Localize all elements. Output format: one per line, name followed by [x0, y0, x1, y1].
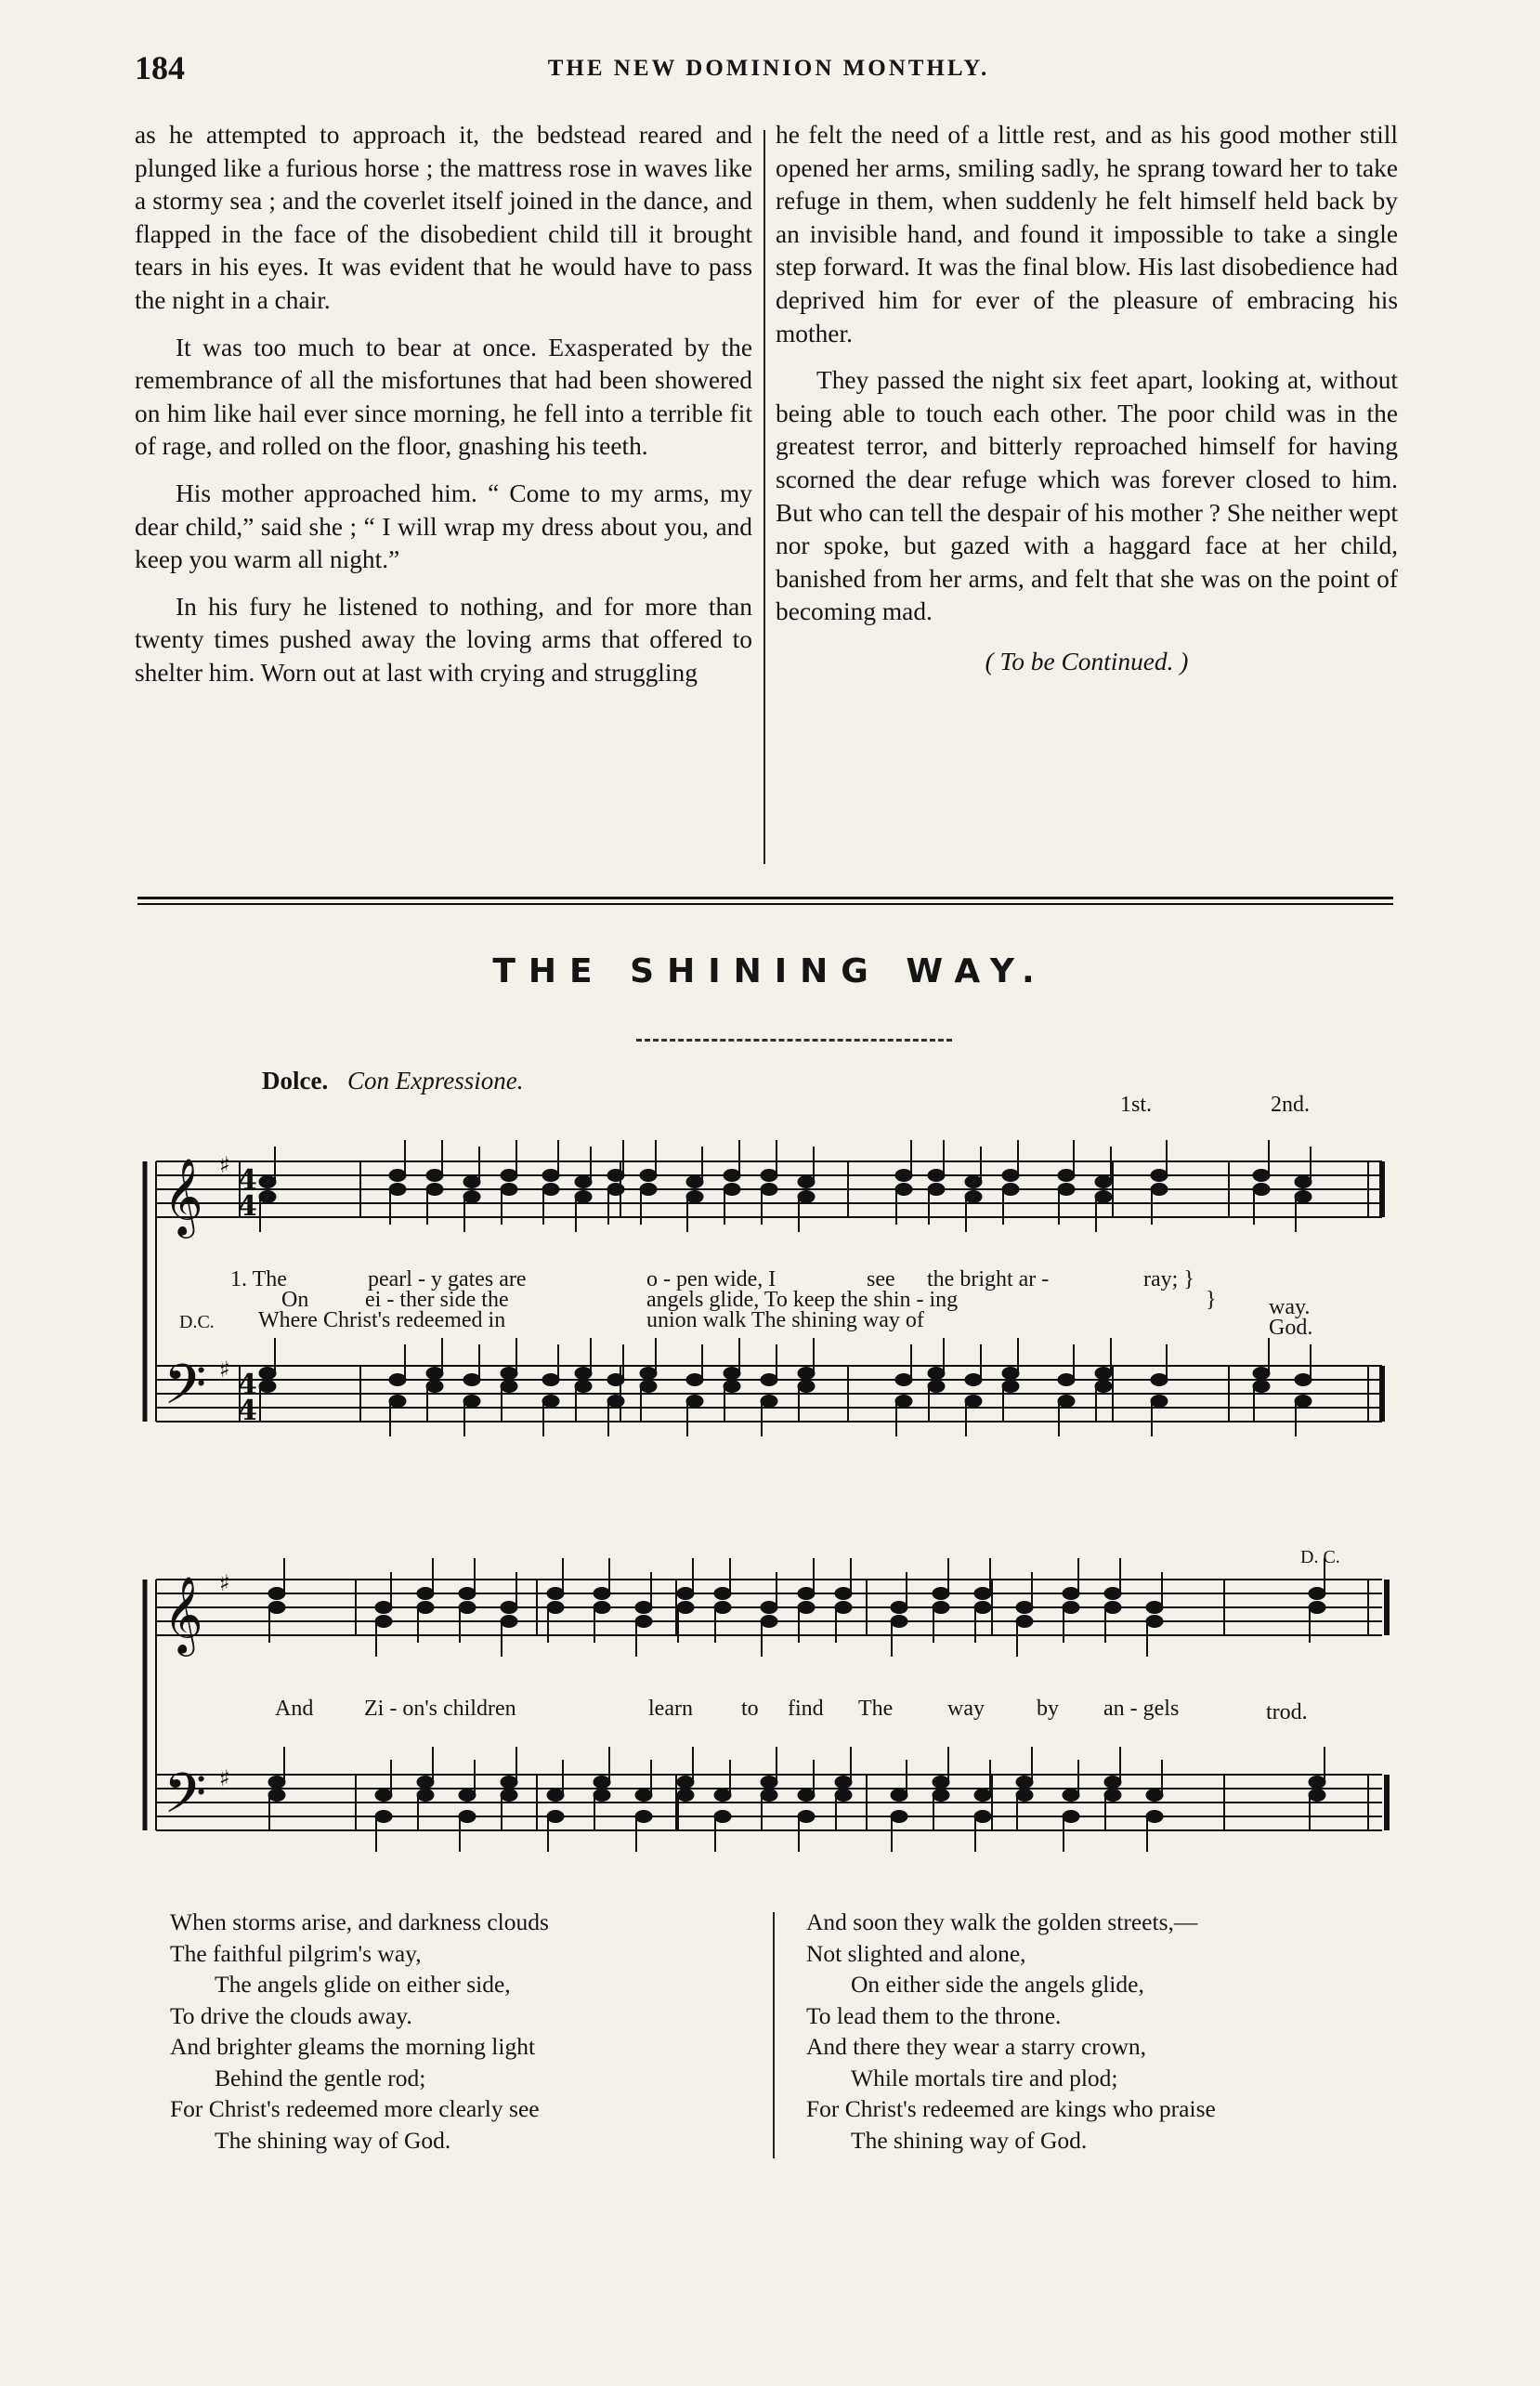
- time-signature: 4: [238, 1369, 257, 1401]
- note-head: [965, 1176, 982, 1188]
- note-head: [761, 1616, 777, 1628]
- verse-line: To drive the clouds away.: [170, 2001, 412, 2029]
- note-head: [417, 1776, 434, 1789]
- note-head: [463, 1396, 480, 1408]
- note-head: [607, 1396, 624, 1408]
- note-head: [1295, 1176, 1312, 1188]
- note-head: [594, 1588, 610, 1600]
- note-head: [1058, 1396, 1075, 1408]
- notes: [259, 1140, 1325, 1852]
- note-head: [1063, 1811, 1079, 1823]
- story-paragraph: His mother approached him. “ Come to my arms, my dear child,” said she ; “ I will wrap my dress about you, and keep you warm all night.”: [135, 479, 752, 574]
- running-head: [135, 48, 1403, 95]
- dc-mark: D. C.: [1300, 1547, 1340, 1567]
- note-head: [891, 1602, 907, 1614]
- verse-line: And brighter gleams the morning light: [170, 2033, 536, 2060]
- note-head: [501, 1381, 517, 1393]
- lyric: D.C.: [179, 1312, 215, 1332]
- note-head: [1309, 1776, 1325, 1789]
- verse-divider: [773, 1912, 775, 2158]
- time-signature: 4: [238, 1164, 257, 1197]
- tempo-expression: Con Expressione.: [346, 1067, 524, 1095]
- note-head: [1002, 1184, 1019, 1196]
- story-left-column: [135, 119, 752, 704]
- lyric: pearl - y gates are: [368, 1267, 527, 1291]
- time-signature: 4: [238, 1190, 257, 1223]
- note-head: [1253, 1381, 1270, 1393]
- note-head: [974, 1602, 991, 1614]
- note-head: [640, 1368, 657, 1380]
- note-head: [1295, 1396, 1312, 1408]
- note-head: [463, 1176, 480, 1188]
- note-head: [1058, 1170, 1075, 1182]
- note-head: [426, 1170, 443, 1182]
- note-head: [933, 1602, 949, 1614]
- clef-icon: 𝄞: [163, 1157, 203, 1235]
- note-head: [459, 1588, 476, 1600]
- note-head: [1309, 1588, 1325, 1600]
- clef-icon: 𝄢: [163, 1352, 207, 1430]
- note-head: [547, 1602, 564, 1614]
- lyric: Zi - on's children: [364, 1697, 516, 1721]
- note-head: [426, 1184, 443, 1196]
- note-head: [724, 1368, 740, 1380]
- note-head: [686, 1191, 703, 1203]
- note-head: [426, 1381, 443, 1393]
- title-underline: [636, 1039, 952, 1042]
- note-head: [1063, 1790, 1079, 1802]
- story-paragraph: as he attempted to approach it, the bedstead reared and plunged like a furious horse ; the mattress rose in waves like a stormy sea ; and the coverlet itself joined in the dance, and flapped in the face of the disobedient child till it brought tears in his eyes. It was evident that he would have to pass the night in a chair.: [135, 121, 752, 314]
- note-head: [1309, 1602, 1325, 1614]
- song-title: THE SHINING WAY.: [492, 952, 1048, 990]
- section-rule-top: [137, 897, 1393, 899]
- note-head: [501, 1790, 517, 1802]
- note-head: [891, 1616, 907, 1628]
- note-head: [575, 1368, 592, 1380]
- note-head: [1146, 1811, 1163, 1823]
- note-head: [463, 1191, 480, 1203]
- note-head: [259, 1368, 276, 1380]
- note-head: [501, 1602, 517, 1614]
- note-head: [895, 1184, 912, 1196]
- note-head: [1104, 1790, 1121, 1802]
- note-head: [686, 1396, 703, 1408]
- note-head: [1063, 1602, 1079, 1614]
- clefs: [163, 1152, 257, 1839]
- note-head: [895, 1170, 912, 1182]
- note-head: [542, 1374, 559, 1386]
- note-head: [761, 1396, 777, 1408]
- note-head: [798, 1176, 815, 1188]
- note-head: [965, 1374, 982, 1386]
- verse-line: And there they wear a starry crown,: [806, 2033, 1147, 2060]
- note-head: [895, 1374, 912, 1386]
- note-head: [375, 1602, 392, 1614]
- note-head: [686, 1176, 703, 1188]
- note-head: [459, 1790, 476, 1802]
- note-head: [1151, 1396, 1168, 1408]
- to-be-continued: ( To be Continued. ): [985, 647, 1189, 675]
- note-head: [714, 1602, 731, 1614]
- note-head: [798, 1602, 815, 1614]
- verse-line: For Christ's redeemed are kings who praise: [806, 2095, 1216, 2122]
- note-head: [686, 1374, 703, 1386]
- first-ending-label: 1st.: [1120, 1093, 1153, 1117]
- lyric: see: [867, 1267, 895, 1291]
- page-number: 184: [135, 49, 185, 86]
- note-head: [607, 1170, 624, 1182]
- sheet-music: [137, 1093, 1401, 1914]
- note-head: [501, 1170, 517, 1182]
- note-head: [1058, 1184, 1075, 1196]
- note-head: [895, 1396, 912, 1408]
- note-head: [542, 1184, 559, 1196]
- note-head: [635, 1790, 652, 1802]
- lyric: union walk The shining way of: [646, 1308, 924, 1332]
- note-head: [1146, 1602, 1163, 1614]
- note-head: [417, 1790, 434, 1802]
- journal-title: THE NEW DOMINION MONTHLY.: [547, 56, 990, 81]
- note-head: [1151, 1170, 1168, 1182]
- note-head: [677, 1588, 694, 1600]
- note-head: [547, 1790, 564, 1802]
- note-head: [761, 1790, 777, 1802]
- lyric: way: [947, 1697, 985, 1721]
- note-head: [1253, 1170, 1270, 1182]
- note-head: [761, 1170, 777, 1182]
- note-head: [1002, 1170, 1019, 1182]
- verse-line: The shining way of God.: [851, 2126, 1088, 2154]
- bar-lines: [145, 1161, 1387, 1830]
- verse-line: Behind the gentle rod;: [215, 2064, 426, 2091]
- note-head: [389, 1374, 406, 1386]
- note-head: [268, 1588, 285, 1600]
- note-head: [761, 1776, 777, 1789]
- note-head: [965, 1191, 982, 1203]
- note-head: [1146, 1616, 1163, 1628]
- note-head: [1253, 1184, 1270, 1196]
- note-head: [835, 1776, 852, 1789]
- verse-line: To lead them to the throne.: [806, 2001, 1062, 2029]
- lyric: The: [858, 1697, 894, 1721]
- note-head: [798, 1381, 815, 1393]
- note-head: [1095, 1368, 1112, 1380]
- lyric: 1. The: [230, 1267, 287, 1291]
- note-head: [714, 1588, 731, 1600]
- note-head: [714, 1811, 731, 1823]
- note-head: [375, 1616, 392, 1628]
- note-head: [928, 1170, 945, 1182]
- note-head: [594, 1790, 610, 1802]
- lyric: On: [281, 1288, 309, 1312]
- note-head: [389, 1170, 406, 1182]
- note-head: [933, 1588, 949, 1600]
- verse-line: Not slighted and alone,: [806, 1939, 1026, 1967]
- note-head: [575, 1381, 592, 1393]
- note-head: [724, 1381, 740, 1393]
- note-head: [259, 1381, 276, 1393]
- column-divider: [763, 130, 765, 864]
- note-head: [677, 1776, 694, 1789]
- note-head: [1104, 1776, 1121, 1789]
- verse-line: On either side the angels glide,: [851, 1971, 1144, 1998]
- verse-left: [170, 1907, 549, 2156]
- staff-lines: [156, 1161, 1382, 1830]
- key-sharp-icon: ♯: [219, 1152, 230, 1178]
- note-head: [542, 1396, 559, 1408]
- verse-line: The faithful pilgrim's way,: [170, 1939, 422, 1967]
- note-head: [928, 1184, 945, 1196]
- section-rule-bottom: [137, 903, 1393, 905]
- note-head: [1016, 1616, 1033, 1628]
- note-head: [501, 1368, 517, 1380]
- clef-icon: 𝄞: [163, 1575, 203, 1653]
- note-head: [891, 1811, 907, 1823]
- note-head: [714, 1790, 731, 1802]
- note-head: [761, 1374, 777, 1386]
- verse-line: For Christ's redeemed more clearly see: [170, 2095, 540, 2122]
- story-paragraph: he felt the need of a little rest, and as his good mother still opened her arms, smiling sadly, he sprang toward her to take refuge in them, when suddenly he felt himself held back by an invisible hand, and found it impossible to take a single step forward. It was the final blow. His last disobedience had deprived him for ever of the pleasure of embracing his mother.: [776, 121, 1398, 347]
- music-staves: [137, 1096, 1401, 1914]
- note-head: [974, 1811, 991, 1823]
- lyric: an - gels: [1103, 1697, 1180, 1721]
- note-head: [635, 1616, 652, 1628]
- note-head: [640, 1170, 657, 1182]
- note-head: [417, 1602, 434, 1614]
- note-head: [761, 1602, 777, 1614]
- note-head: [1309, 1790, 1325, 1802]
- lyric: Where Christ's redeemed in: [258, 1308, 506, 1332]
- note-head: [933, 1776, 949, 1789]
- note-head: [547, 1811, 564, 1823]
- lyric: learn: [648, 1697, 693, 1721]
- note-head: [375, 1811, 392, 1823]
- note-head: [1063, 1588, 1079, 1600]
- lyric: to: [741, 1697, 759, 1721]
- note-head: [547, 1588, 564, 1600]
- note-head: [607, 1374, 624, 1386]
- note-head: [268, 1776, 285, 1789]
- note-head: [268, 1602, 285, 1614]
- lyric: trod.: [1266, 1700, 1308, 1724]
- note-head: [459, 1602, 476, 1614]
- note-head: [635, 1602, 652, 1614]
- note-head: [594, 1776, 610, 1789]
- note-head: [501, 1184, 517, 1196]
- note-head: [933, 1790, 949, 1802]
- note-head: [607, 1184, 624, 1196]
- note-head: [1253, 1368, 1270, 1380]
- verse-line: When storms arise, and darkness clouds: [170, 1908, 549, 1935]
- note-head: [1058, 1374, 1075, 1386]
- note-head: [974, 1790, 991, 1802]
- story-paragraph: They passed the night six feet apart, looking at, without being able to touch each other. The poor child was in the greatest terror, and bitterly reproached himself for having scorned the dear refuge which was forever closed to him. But who can tell the despair of his mother ? She neither wept nor spoke, but gazed with a haggard face at her child, banished from her arms, and felt that she was on the point of becoming mad.: [776, 366, 1398, 626]
- note-head: [389, 1184, 406, 1196]
- note-head: [724, 1170, 740, 1182]
- note-head: [761, 1184, 777, 1196]
- lyric: God.: [1269, 1316, 1313, 1340]
- note-head: [677, 1602, 694, 1614]
- key-sharp-icon: ♯: [219, 1357, 230, 1383]
- lyric: ray; }: [1143, 1267, 1194, 1291]
- note-head: [501, 1776, 517, 1789]
- note-head: [798, 1191, 815, 1203]
- note-head: [1002, 1381, 1019, 1393]
- note-head: [1295, 1374, 1312, 1386]
- note-head: [594, 1602, 610, 1614]
- note-head: [389, 1396, 406, 1408]
- tempo-dolce: Dolce.: [262, 1067, 329, 1095]
- note-head: [798, 1588, 815, 1600]
- note-head: [635, 1811, 652, 1823]
- note-head: [1295, 1191, 1312, 1203]
- note-head: [928, 1381, 945, 1393]
- note-head: [259, 1176, 276, 1188]
- lyric: angels glide, To keep the shin - ing: [646, 1288, 959, 1312]
- note-head: [974, 1588, 991, 1600]
- note-head: [724, 1184, 740, 1196]
- verse-line: And soon they walk the golden streets,—: [806, 1908, 1198, 1935]
- verse-line: The shining way of God.: [215, 2126, 451, 2154]
- note-head: [1146, 1790, 1163, 1802]
- lyric: by: [1037, 1697, 1059, 1721]
- lyric: way.: [1269, 1295, 1311, 1319]
- note-head: [928, 1368, 945, 1380]
- note-head: [891, 1790, 907, 1802]
- note-head: [375, 1790, 392, 1802]
- note-head: [798, 1368, 815, 1380]
- note-head: [268, 1790, 285, 1802]
- note-head: [835, 1588, 852, 1600]
- verse-line: While mortals tire and plod;: [851, 2064, 1118, 2091]
- note-head: [426, 1368, 443, 1380]
- note-head: [1016, 1776, 1033, 1789]
- key-sharp-icon: ♯: [219, 1570, 230, 1596]
- note-head: [1151, 1374, 1168, 1386]
- lyric: the bright ar -: [927, 1267, 1050, 1291]
- lyric: And: [275, 1697, 314, 1721]
- story-paragraph: It was too much to bear at once. Exasperated by the remembrance of all the misfortunes that had been showered on him like hail ever since morning, he fell into a terrible fit of rage, and rolled on the floor, gnashing his teeth.: [135, 333, 752, 461]
- tempo-marking: [262, 1067, 523, 1095]
- note-head: [798, 1811, 815, 1823]
- note-head: [835, 1790, 852, 1802]
- lyric: find: [788, 1697, 824, 1721]
- note-head: [677, 1790, 694, 1802]
- note-head: [1104, 1588, 1121, 1600]
- verse-line: The angels glide on either side,: [215, 1971, 511, 1998]
- note-head: [835, 1602, 852, 1614]
- note-head: [575, 1191, 592, 1203]
- note-head: [1095, 1191, 1112, 1203]
- note-head: [1016, 1602, 1033, 1614]
- note-head: [965, 1396, 982, 1408]
- lyric: ei - ther side the: [365, 1288, 509, 1312]
- note-head: [459, 1811, 476, 1823]
- note-head: [501, 1616, 517, 1628]
- note-head: [640, 1381, 657, 1393]
- verse-right: [806, 1907, 1216, 2156]
- note-head: [798, 1790, 815, 1802]
- note-head: [1016, 1790, 1033, 1802]
- note-head: [1002, 1368, 1019, 1380]
- note-head: [1095, 1176, 1112, 1188]
- story-right-column: [776, 119, 1398, 679]
- key-sharp-icon: ♯: [219, 1765, 230, 1791]
- note-head: [1104, 1602, 1121, 1614]
- second-ending-label: 2nd.: [1271, 1093, 1310, 1117]
- clef-icon: 𝄢: [163, 1761, 207, 1839]
- story-paragraph: In his fury he listened to nothing, and for more than twenty times pushed away the loving arms that offered to shelter him. Worn out at last with crying and struggling: [135, 592, 752, 687]
- note-head: [1151, 1184, 1168, 1196]
- note-head: [575, 1176, 592, 1188]
- note-head: [259, 1191, 276, 1203]
- note-head: [463, 1374, 480, 1386]
- note-head: [640, 1184, 657, 1196]
- note-head: [417, 1588, 434, 1600]
- note-head: [542, 1170, 559, 1182]
- note-head: [1095, 1381, 1112, 1393]
- lyric: }: [1206, 1288, 1217, 1312]
- time-signature: 4: [238, 1395, 257, 1427]
- lyric: o - pen wide, I: [646, 1267, 777, 1291]
